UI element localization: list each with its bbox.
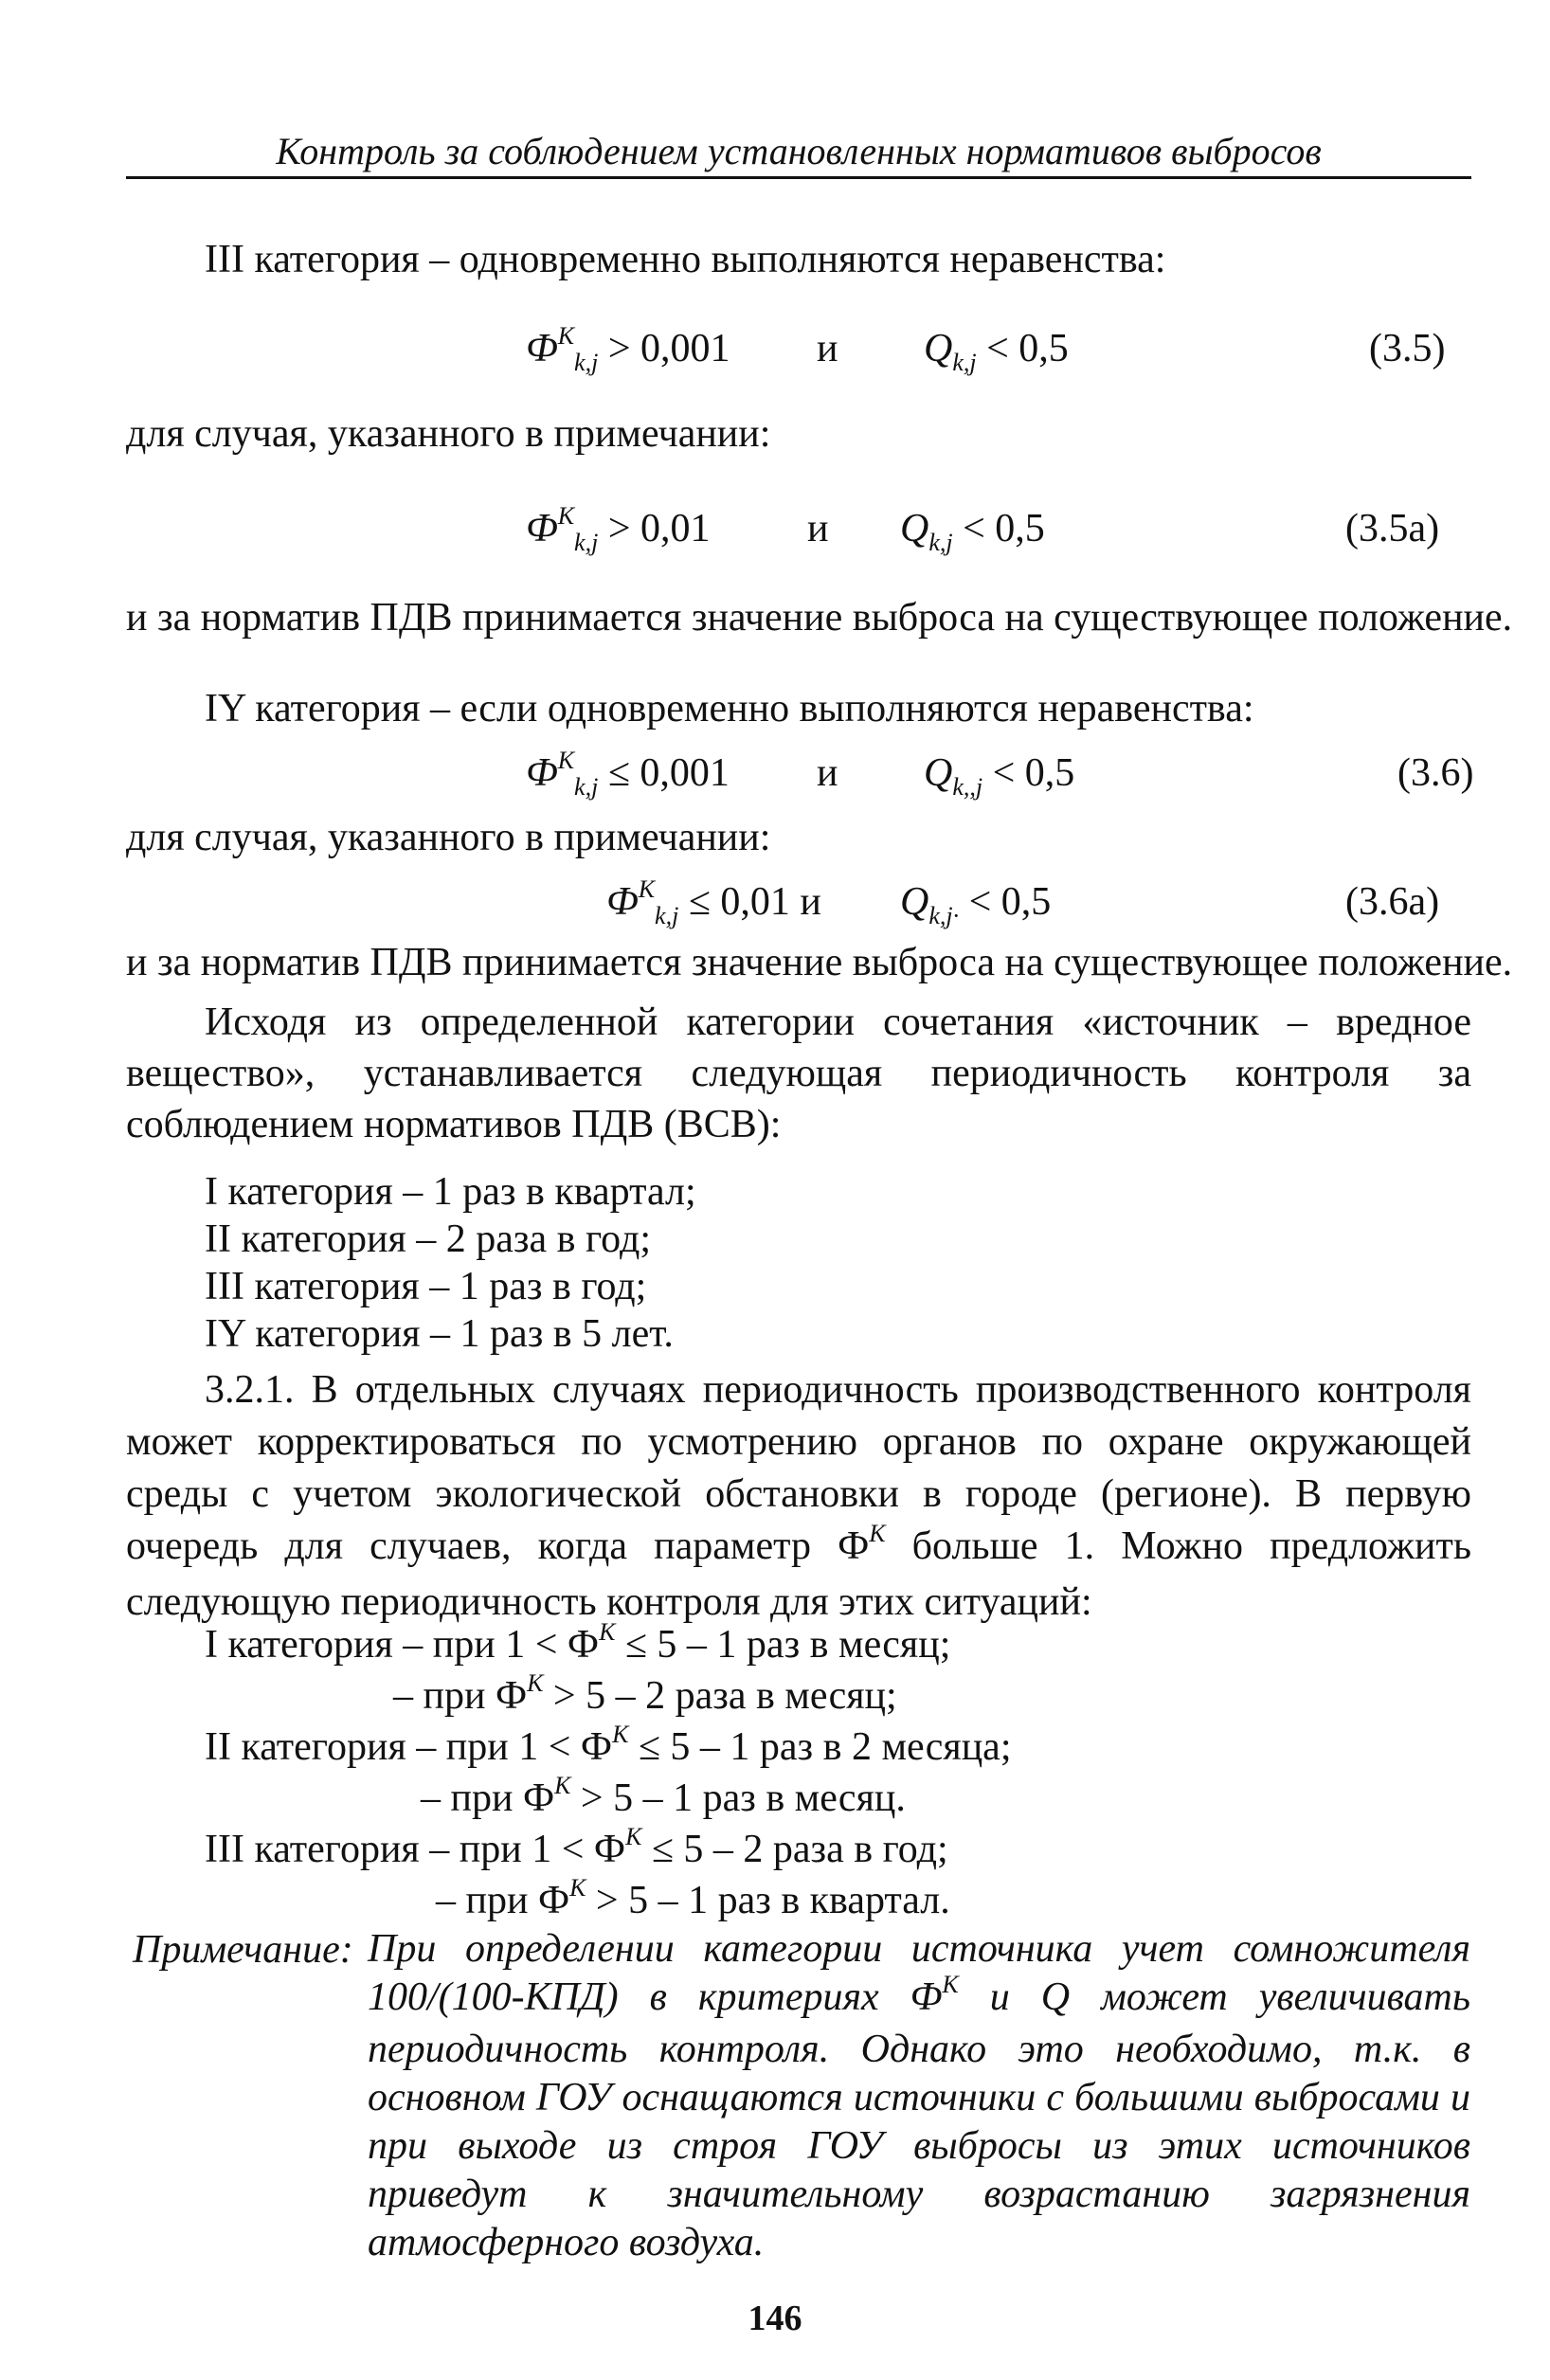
equation-3-6-left: $Ф^К_{k,j} \le 0,001$	[526, 747, 730, 801]
cat4-intro: IY категория – если одновременно выполняются неравенства:	[205, 687, 1254, 730]
equation-3-6-and: и	[817, 751, 838, 795]
cat3-case: для случая, указанного в примечании:	[126, 412, 771, 456]
periodicity-item-3: III категория – 1 раз в год;	[205, 1265, 647, 1308]
cat3-outro: и за норматив ПДВ принимается значение выброса на существующее положение.	[126, 596, 1513, 640]
equation-3-5-and: и	[817, 327, 838, 370]
cat4-outro: и за норматив ПДВ принимается значение выброса на существующее положение.	[126, 941, 1513, 984]
periodicity-row-6: – при $Ф^К > 5 - 1$ раз в квартал.	[436, 1874, 950, 1922]
periodicity-row-4: – при $Ф^К > 5 - 1$ раз в месяц.	[421, 1772, 906, 1820]
equation-3-5a-left: $Ф^К_{k,j} > 0,01$	[526, 502, 711, 556]
page-number: 146	[748, 2299, 802, 2338]
equation-number-3-5: (3.5)	[1369, 327, 1446, 370]
note-label: Примечание:	[133, 1928, 353, 1972]
equation-3-6a-left: $Ф^К_{k,j} \le 0,01$ и	[606, 875, 821, 929]
periodicity-item-4: IY категория – 1 раз в 5 лет.	[205, 1312, 674, 1356]
equation-3-5-left: $Ф^К_{k,j} > 0,001$	[526, 322, 730, 376]
periodicity-item-2: II категория – 2 раза в год;	[205, 1217, 651, 1261]
cat3-intro: III категория – одновременно выполняются неравенства:	[205, 238, 1166, 281]
periodicity-row-3: II категория – при $1 < Ф^К \le 5 - 1$ раз в 2 месяца;	[205, 1721, 1012, 1769]
equation-number-3-6a: (3.6а)	[1345, 880, 1440, 924]
equation-3-6-right: $Q_{k,,j} < 0,5$	[924, 751, 1075, 801]
header-rule	[126, 176, 1471, 179]
equation-number-3-6: (3.6)	[1397, 751, 1474, 795]
section-3-2-1-paragraph: 3.2.1. В отдельных случаях периодичность производственного контроля может корректироваться по усмотрению органов по охране окружающей среды с учетом экологической обстановки в городе (регионе). В первую очередь для случаев, когда параметр $Ф^К$ больше 1. Можно предложить следующую периодичность контроля для этих ситуаций:	[126, 1368, 1471, 1624]
equation-3-5-right: $Q_{k,j} < 0,5$	[924, 327, 1069, 376]
periodicity-intro: Исходя из определенной категории сочетания «источник – вредное вещество», устанавливается следующая периодичность контроля за соблюдением нормативов ПДВ (ВСВ):	[126, 1001, 1471, 1146]
equation-3-6a-right: $Q_{k,j\cdot} < 0,5$	[900, 880, 1052, 929]
periodicity-row-2: – при $Ф^К > 5 - 2$ раза в месяц;	[393, 1669, 897, 1718]
periodicity-row-5: III категория – при $1 < Ф^К \le 5 - 2$ раза в год;	[205, 1823, 948, 1871]
periodicity-row-1: I категория – при $1 < Ф^К \le 5 - 1$ раз в месяц;	[205, 1618, 951, 1667]
note-text: При определении категории источника учет сомножителя 100/(100-КПД) в критериях $Ф^К$ и Q может увеличивать периодичность контроля. Однако это необходимо, т.к. в основном ГОУ оснащаются источники с большими выбросами и при выходе из строя ГОУ выбросы из этих источников приведут к значительному возрастанию загрязнения атмосферного воздуха.	[368, 1927, 1470, 2264]
periodicity-item-1: I категория – 1 раз в квартал;	[205, 1170, 696, 1214]
equation-3-5a-and: и	[807, 507, 829, 550]
cat4-case: для случая, указанного в примечании:	[126, 816, 771, 859]
running-header: Контроль за соблюдением установленных нормативов выбросов	[276, 130, 1322, 172]
equation-number-3-5a: (3.5а)	[1345, 507, 1440, 550]
equation-3-5a-right: $Q_{k,j} < 0,5$	[900, 507, 1045, 556]
